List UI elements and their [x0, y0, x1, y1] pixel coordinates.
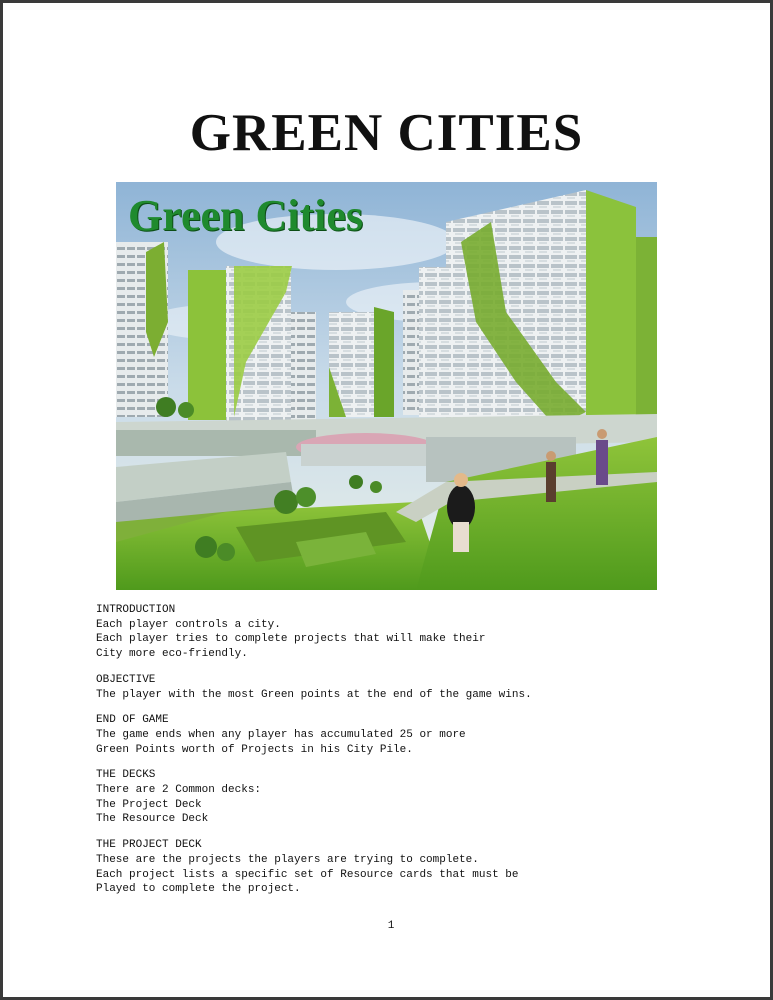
section-heading: THE DECKS: [96, 769, 156, 782]
section-line: The Project Deck: [96, 798, 202, 811]
section-line: Each player controls a city.: [96, 618, 281, 631]
page-title: GREEN CITIES: [189, 104, 584, 162]
section-line: Played to complete the project.: [96, 883, 301, 896]
cover-illustration: [116, 182, 657, 590]
page-number: 1: [387, 920, 395, 932]
section-line: Green Points worth of Projects in his City Pile.: [96, 743, 413, 756]
section-line: The Resource Deck: [96, 813, 209, 826]
rules-section: [96, 838, 696, 897]
green-city-illustration: [116, 182, 657, 590]
rules-section: [96, 673, 696, 702]
document-page: [3, 3, 770, 997]
section-heading: OBJECTIVE: [96, 673, 156, 686]
rules-section: [96, 713, 696, 757]
section-line: There are 2 Common decks:: [96, 784, 262, 797]
section-line: City more eco-friendly.: [96, 648, 248, 661]
section-heading: THE PROJECT DECK: [96, 839, 202, 852]
section-line: Each player tries to complete projects that will make their: [96, 633, 486, 646]
section-line: Each project lists a specific set of Resource cards that must be: [96, 868, 519, 881]
rules-text: [96, 603, 696, 908]
section-heading: INTRODUCTION: [96, 604, 176, 616]
rules-section: [96, 768, 696, 827]
cover-logo: Green Cities: [128, 191, 364, 240]
section-line: The game ends when any player has accumulated 25 or more: [96, 728, 466, 741]
section-line: These are the projects the players are trying to complete.: [96, 853, 479, 866]
section-heading: END OF GAME: [96, 714, 169, 727]
rules-section: [96, 603, 696, 662]
section-line: The player with the most Green points at the end of the game wins.: [96, 688, 532, 701]
